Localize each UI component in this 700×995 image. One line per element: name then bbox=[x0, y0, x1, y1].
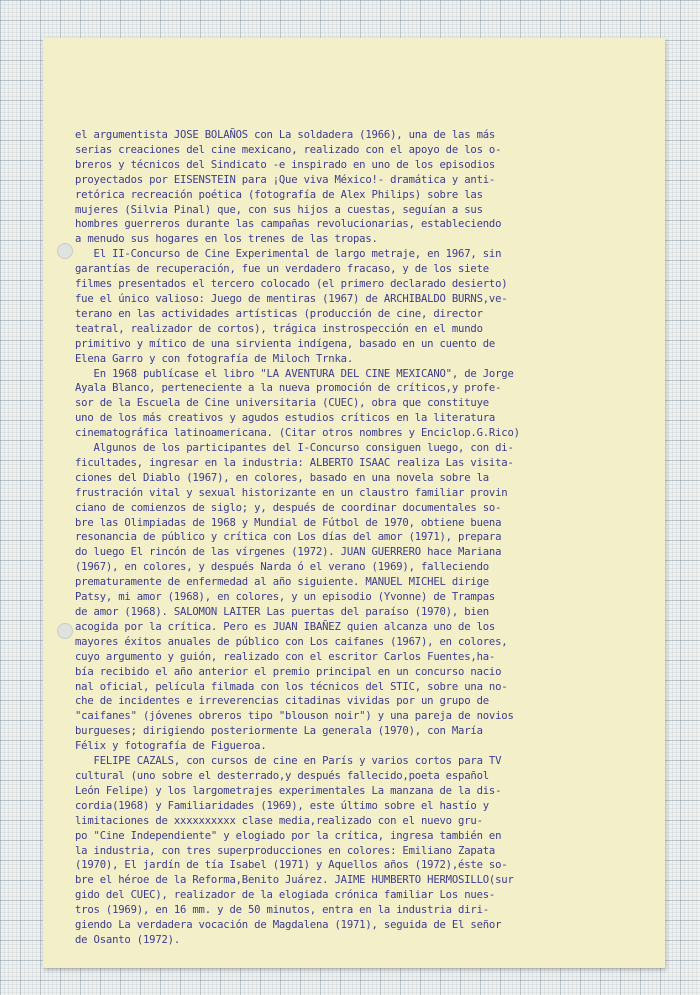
text-line: teatral, realizador de cortos), trágica instrospección en el mundo bbox=[75, 322, 483, 335]
text-line: de amor (1968). SALOMON LAITER Las puertas del paraíso (1970), bien bbox=[75, 606, 489, 618]
text-line: retórica recreación poética (fotografía de Alex Philips) sobre las bbox=[75, 188, 483, 201]
text-line: tros (1969), en 16 mm. y de 50 minutos, entra en la industria diri- bbox=[75, 904, 489, 917]
text-line: frustración vital y sexual historizante en un claustro familiar provin bbox=[75, 486, 508, 499]
text-line: resonancia de público y crítica con Los días del amor (1971), prepara bbox=[75, 531, 502, 544]
text-line: Patsy, mi amor (1968), en colores, y un episodio (Yvonne) de Trampas bbox=[75, 591, 496, 604]
text-line: burgueses; dirigiendo posteriormente La generala (1970), con María bbox=[75, 725, 483, 738]
text-line: ciones del Diablo (1967), en colores, basado en una novela sobre la bbox=[75, 471, 489, 484]
text-line: de Osanto (1972). bbox=[75, 933, 181, 946]
text-line: cinematográfica latinoamericana. (Citar otros nombres y Enciclop.G.Rico) bbox=[75, 427, 520, 440]
text-line: "caifanes" (jóvenes obreros tipo "blouson noir") y una pareja de novios bbox=[75, 710, 514, 723]
text-line: ciano de comienzos de siglo; y, después de coordinar documentales so- bbox=[75, 501, 502, 514]
text-line: garantías de recuperación, fue un verdadero fracaso, y de los siete bbox=[75, 263, 489, 276]
text-line: prematuramente de enfermedad al año siguiente. MANUEL MICHEL dirige bbox=[75, 576, 489, 589]
text-line: mayores éxitos anuales de público con Los caifanes (1967), en colores, bbox=[75, 635, 508, 648]
text-line: Félix y fotografía de Figueroa. bbox=[75, 740, 267, 753]
text-line: hombres guerreros durante las campañas revolucionarias, estableciendo bbox=[75, 218, 502, 231]
text-line: che de incidentes e irreverencias citadinas vividas por un grupo de bbox=[75, 695, 489, 708]
text-line: nal oficial, película filmada con los técnicos del STIC, sobre una no- bbox=[75, 680, 508, 693]
text-line: FELIPE CAZALS, con cursos de cine en París y varios cortos para TV bbox=[75, 755, 502, 768]
text-line: cuyo argumento y guión, realizado con el escritor Carlos Fuentes,ha- bbox=[75, 650, 496, 663]
text-line: serias creaciones del cine mexicano, realizado con el apoyo de los o- bbox=[75, 143, 502, 156]
punch-hole-top bbox=[57, 243, 73, 259]
text-line: primitivo y mítico de una sirvienta indígena, basado en un cuento de bbox=[75, 337, 496, 350]
text-line: filmes presentados el tercero colocado (el primero declarado desierto) bbox=[75, 278, 508, 291]
text-line: sor de la Escuela de Cine universitaria (CUEC), obra que constituye bbox=[75, 397, 489, 410]
page-body-text bbox=[75, 128, 650, 948]
text-line: cultural (uno sobre el desterrado,y después fallecido,poeta español bbox=[75, 769, 489, 782]
text-line: ficultades, ingresar en la industria: ALBERTO ISAAC realiza Las visita- bbox=[75, 456, 514, 469]
text-line: Algunos de los participantes del I-Concurso consiguen luego, con di- bbox=[75, 442, 514, 455]
text-line: acogida por la crítica. Pero es JUAN IBAÑEZ quien alcanza uno de los bbox=[75, 620, 496, 633]
text-line: Elena Garro y con fotografía de Miloch Trnka. bbox=[75, 352, 354, 365]
text-line: mujeres (Silvia Pinal) que, con sus hijos a cuestas, seguían a sus bbox=[75, 203, 483, 216]
typewritten-page bbox=[43, 38, 665, 968]
text-line: po "Cine Independiente" y elogiado por la crítica, ingresa también en bbox=[75, 829, 502, 842]
text-line: León Felipe) y los largometrajes experimentales La manzana de la dis- bbox=[75, 784, 502, 797]
text-line: a menudo sus hogares en los trenes de las tropas. bbox=[75, 233, 378, 246]
text-line: En 1968 publícase el libro "LA AVENTURA DEL CINE MEXICANO", de Jorge bbox=[75, 367, 514, 380]
text-line: bre el héroe de la Reforma,Benito Juárez. JAIME HUMBERTO HERMOSILLO(sur bbox=[75, 874, 514, 887]
text-line: uno de los más creativos y agudos estudios críticos en la literatura bbox=[75, 412, 496, 425]
text-line: do luego El rincón de las vírgenes (1972). JUAN GUERRERO hace Mariana bbox=[75, 546, 502, 559]
text-line: gido del CUEC), realizador de la elogiada crónica familiar Los nues- bbox=[75, 889, 496, 902]
text-line: bía recibido el año anterior el premio principal en un concurso nacio bbox=[75, 665, 502, 678]
text-line: (1970), El jardín de tía Isabel (1971) y Aquellos años (1972),éste so- bbox=[75, 859, 508, 872]
punch-hole-bottom bbox=[57, 623, 73, 639]
text-line: proyectados por EISENSTEIN para ¡Que viva México!- dramática y anti- bbox=[75, 173, 496, 186]
text-line: Ayala Blanco, perteneciente a la nueva promoción de críticos,y profe- bbox=[75, 382, 502, 395]
text-line: terano en las actividades artísticas (producción de cine, director bbox=[75, 307, 483, 320]
text-line: el argumentista JOSE BOLAÑOS con La soldadera (1966), una de las más bbox=[75, 129, 496, 141]
text-line: cordia(1968) y Familiaridades (1969), este último sobre el hastío y bbox=[75, 799, 489, 812]
text-line: bre las Olimpiadas de 1968 y Mundial de Fútbol de 1970, obtiene buena bbox=[75, 516, 502, 529]
text-line: giendo La verdadera vocación de Magdalena (1971), seguida de El señor bbox=[75, 919, 502, 932]
text-line: breros y técnicos del Sindicato -e inspirado en uno de los episodios bbox=[75, 158, 496, 171]
text-line: la industria, con tres superproducciones en colores: Emiliano Zapata bbox=[75, 844, 496, 857]
text-line: fue el único valioso: Juego de mentiras (1967) de ARCHIBALDO BURNS,ve- bbox=[75, 292, 508, 305]
text-line: limitaciones de xxxxxxxxxx clase media,realizado con el nuevo gru- bbox=[75, 814, 483, 827]
text-line: (1967), en colores, y después Narda ó el verano (1969), falleciendo bbox=[75, 561, 489, 574]
text-line: El II-Concurso de Cine Experimental de largo metraje, en 1967, sin bbox=[75, 248, 502, 261]
